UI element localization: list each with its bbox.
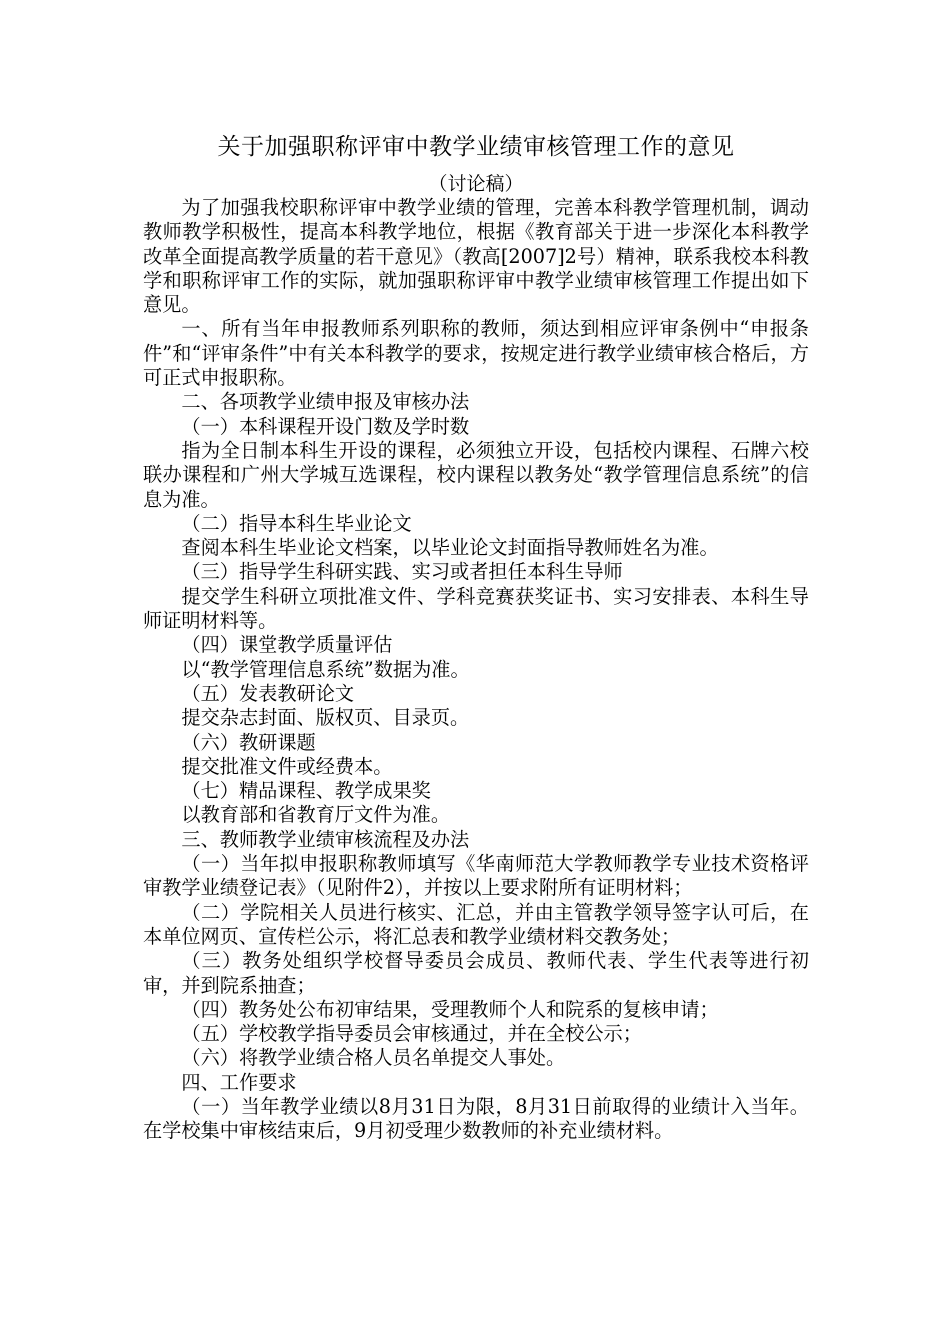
paragraph-3-3: （三）教务处组织学校督导委员会成员、教师代表、学生代表等进行初审，并到院系抽查；: [143, 949, 809, 997]
heading-2-2: （二）指导本科生毕业论文: [181, 511, 412, 535]
paragraph-section-1: 一、所有当年申报教师系列职称的教师，须达到相应评审条例中“申报条件”和“评审条件”中有关本科教学的要求，按规定进行教学业绩审核合格后，方可正式申报职称。: [143, 317, 809, 390]
paragraph-4-1: （一）当年教学业绩以8月31日为限，8月31日前取得的业绩计入当年。在学校集中审核结束后，9月初受理少数教师的补充业绩材料。: [143, 1094, 809, 1143]
paragraph-3-5: （五）学校教学指导委员会审核通过，并在全校公示；: [181, 1022, 642, 1046]
document-title: 关于加强职称评审中教学业绩审核管理工作的意见: [217, 134, 735, 160]
heading-2-5: （五）发表教研论文: [181, 681, 355, 705]
paragraph-3-1: （一）当年拟申报职称教师填写《华南师范大学教师教学专业技术资格评审教学业绩登记表》（见附件2），并按以上要求附所有证明材料；: [143, 852, 809, 900]
paragraph-2-1: 指为全日制本科生开设的课程，必须独立开设，包括校内课程、石牌六校联办课程和广州大学城互选课程，校内课程以教务处“教学管理信息系统”的信息为准。: [143, 438, 809, 511]
paragraph-3-2: （二）学院相关人员进行核实、汇总，并由主管教学领导签字认可后，在本单位网页、宣传栏公示，将汇总表和教学业绩材料交教务处；: [143, 900, 809, 948]
heading-2-7: （七）精品课程、教学成果奖: [181, 779, 431, 803]
paragraph-3-6: （六）将教学业绩合格人员名单提交人事处。: [181, 1046, 566, 1070]
heading-2-6: （六）教研课题: [181, 730, 316, 754]
paragraph-3-4: （四）教务处公布初审结果，受理教师个人和院系的复核申请；: [181, 997, 719, 1021]
heading-2-4: （四）课堂教学质量评估: [181, 633, 393, 657]
paragraph-2-6: 提交批准文件或经费本。: [181, 754, 393, 778]
document-subtitle: （讨论稿）: [428, 173, 524, 195]
paragraph-2-5: 提交杂志封面、版权页、目录页。: [181, 706, 470, 730]
document-page: [143, 132, 809, 1144]
paragraph-intro: 为了加强我校职称评审中教学业绩的管理，完善本科教学管理机制，调动教师教学积极性，提高本科教学地位，根据《教育部关于进一步深化本科教学改革全面提高教学质量的若干意见》（教高[2007]2号）精神，联系我校本科教学和职称评审工作的实际，就加强职称评审中教学业绩审核管理工作提出如下意见。: [143, 196, 809, 317]
heading-section-2: 二、各项教学业绩申报及审核办法: [181, 390, 470, 414]
paragraph-2-7: 以教育部和省教育厅文件为准。: [181, 803, 451, 827]
heading-section-4: 四、工作要求: [181, 1070, 297, 1094]
paragraph-2-4: 以“教学管理信息系统”数据为准。: [181, 657, 470, 681]
heading-2-3: （三）指导学生科研实践、实习或者担任本科生导师: [181, 560, 623, 584]
heading-2-1: （一）本科课程开设门数及学时数: [181, 414, 470, 438]
heading-section-3: 三、教师教学业绩审核流程及办法: [181, 827, 470, 851]
paragraph-2-2: 查阅本科生毕业论文档案，以毕业论文封面指导教师姓名为准。: [181, 536, 719, 560]
paragraph-2-3: 提交学生科研立项批准文件、学科竞赛获奖证书、实习安排表、本科生导师证明材料等。: [143, 584, 809, 633]
